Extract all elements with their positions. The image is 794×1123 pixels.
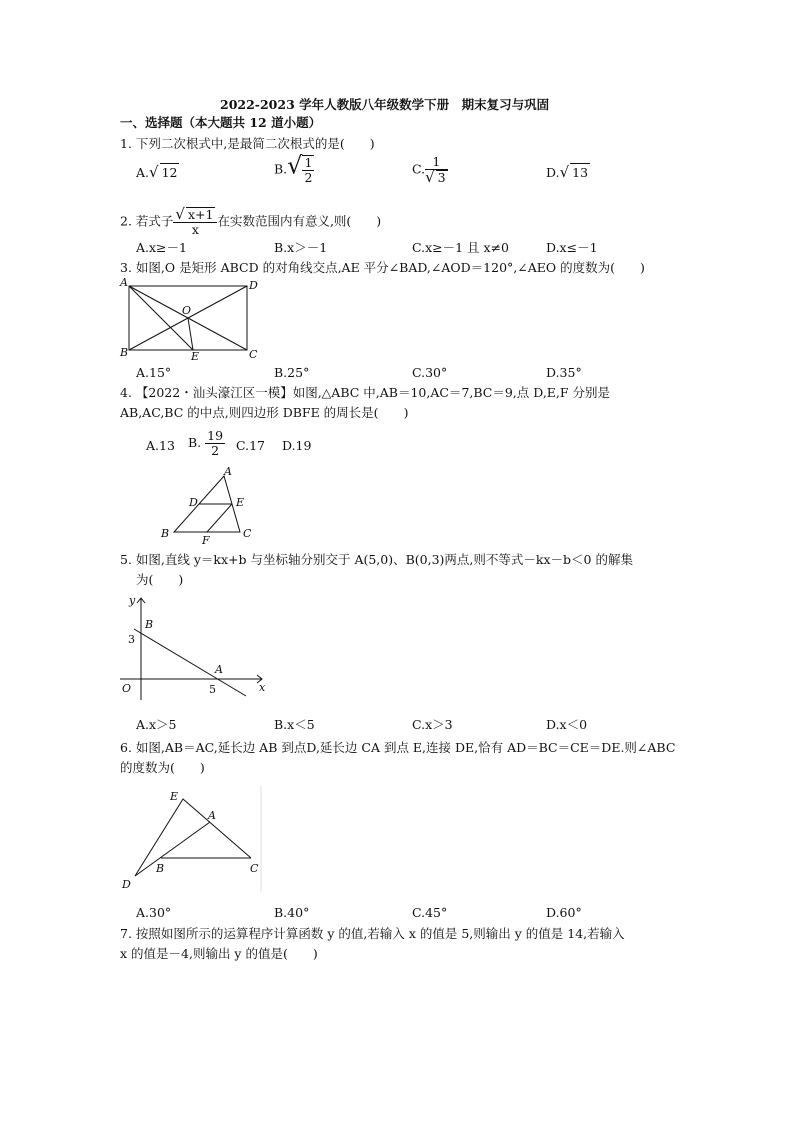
section-heading: 一、选择题（本大题共 12 道小题）: [120, 115, 322, 130]
q4-option-b: [188, 429, 225, 458]
q3-label-e: E: [191, 350, 200, 363]
q2-option-a: A.x≥－1: [136, 240, 187, 255]
segments-de-ec: [135, 799, 251, 876]
q6-option-c: C.45°: [412, 905, 448, 920]
q6-label-b: B: [156, 862, 165, 875]
q3-label-c: C: [249, 348, 258, 361]
q3-label-d: D: [249, 279, 258, 292]
q1-stem: 1. 下列二次根式中,是最简二次根式的是( ): [120, 136, 375, 151]
q5-option-b: B.x＜5: [274, 717, 315, 732]
q4-option-c: C.17: [236, 438, 265, 453]
q4-label-f: F: [202, 534, 210, 547]
q2-stem: [120, 207, 381, 237]
q5-label-x: x: [259, 681, 266, 694]
q2-option-c: C.x≥－1 且 x≠0: [412, 240, 509, 255]
q3-label-o: O: [182, 304, 192, 317]
q6-stem-line-1: 6. 如图,AB＝AC,延长边 AB 到点D,延长边 CA 到点 E,连接 DE,恰有 AD＝BC＝CE＝DE.则∠ABC: [120, 740, 676, 755]
q5-stem-line-2: 为( ): [136, 572, 184, 587]
sqrt-icon: √: [175, 205, 185, 223]
q2-stem-pre: 2. 若式子: [120, 213, 174, 229]
q5-option-c: C.x＞3: [412, 717, 453, 732]
q4-option-a: A.13: [146, 438, 175, 453]
q7-stem-line-2: x 的值是－4,则输出 y 的值是( ): [120, 946, 318, 961]
q1-option-c-label: C.: [412, 161, 426, 177]
q6-option-b: B.40°: [274, 905, 310, 920]
q2-frac-numerator: x+1: [187, 207, 214, 222]
q6-stem-line-2: 的度数为( ): [120, 760, 205, 775]
q4-label-b: B: [161, 527, 170, 540]
sqrt-icon: √: [425, 168, 435, 186]
q4-stem-line-2: AB,AC,BC 的中点,则四边形 DBFE 的周长是( ): [120, 405, 409, 420]
q3-label-a: A: [120, 276, 128, 289]
q4-stem-line-1: 4. 【2022・汕头濠江区一模】如图,△ABC 中,AB＝10,AC＝7,BC＝9,点 D,E,F 分别是: [120, 385, 611, 400]
q2-frac-denominator: x: [191, 222, 199, 237]
q3-option-a: A.15°: [136, 365, 172, 380]
q3-figure: [120, 276, 260, 363]
q3-option-c: C.30°: [412, 365, 448, 380]
q6-option-a: A.30°: [136, 905, 172, 920]
q3-option-b: B.25°: [274, 365, 310, 380]
q3-label-b: B: [120, 346, 129, 359]
q1-option-a: [136, 163, 179, 182]
q2-option-d: D.x≤－1: [546, 240, 598, 255]
sqrt-icon: √: [287, 151, 303, 180]
sqrt-icon: √: [149, 163, 159, 181]
q1-option-c-radicand: 3: [437, 170, 446, 185]
q1-option-b-numerator: 1: [304, 155, 313, 170]
q1-option-a-label: A.: [136, 165, 150, 180]
q4-label-a: A: [224, 465, 232, 478]
q5-figure: [120, 592, 280, 702]
q5-option-a: A.x＞5: [136, 717, 177, 732]
q2-option-b: B.x＞－1: [274, 240, 328, 255]
q3-stem: 3. 如图,O 是矩形 ABCD 的对角线交点,AE 平分∠BAD,∠AOD＝120°,∠AEO 的度数为( ): [120, 260, 645, 275]
q1-option-b-denominator: 2: [304, 170, 313, 185]
q5-label-b: B: [145, 618, 154, 631]
q1-option-a-radicand: 12: [161, 165, 178, 180]
sqrt-icon: √: [559, 163, 570, 181]
q4-label-c: C: [243, 527, 252, 540]
q6-label-c: C: [250, 862, 259, 875]
q1-option-d: [546, 163, 590, 182]
q4-option-b-denominator: 2: [211, 443, 220, 458]
q1-option-b-label: B.: [274, 161, 288, 177]
q5-label-five: 5: [209, 683, 216, 696]
q4-option-b-label: B.: [188, 435, 202, 450]
segment-ae: [129, 286, 193, 350]
q4-option-d: D.19: [282, 438, 312, 453]
line-ab: [134, 629, 246, 696]
q5-label-o: O: [122, 682, 132, 695]
q6-label-e: E: [170, 790, 179, 803]
q4-label-e: E: [236, 496, 245, 509]
segment-da: [135, 822, 210, 876]
q5-label-a: A: [215, 663, 223, 676]
q5-label-three: 3: [128, 633, 135, 646]
q5-option-d: D.x＜0: [546, 717, 588, 732]
q1-option-b: [274, 151, 314, 185]
q4-label-d: D: [189, 496, 198, 509]
q1-option-c-numerator: 1: [425, 155, 448, 170]
q1-option-c: [412, 155, 448, 185]
q4-option-b-numerator: 19: [207, 428, 224, 443]
q4-figure: [158, 465, 258, 547]
q6-option-d: D.60°: [546, 905, 582, 920]
q6-label-d: D: [122, 878, 131, 891]
q7-stem-line-1: 7. 按照如图所示的运算程序计算函数 y 的值,若输入 x 的值是 5,则输出 y 的值是 14,若输入: [120, 926, 625, 941]
q1-option-d-label: D.: [546, 165, 560, 180]
q2-stem-post: 在实数范围内有意义,则( ): [217, 213, 382, 229]
q6-figure: [120, 786, 265, 892]
q1-option-d-radicand: 13: [572, 165, 589, 180]
q5-stem-line-1: 5. 如图,直线 y＝kx+b 与坐标轴分别交于 A(5,0)、B(0,3)两点,则不等式－kx－b＜0 的解集: [120, 552, 633, 567]
q6-label-a: A: [208, 809, 216, 822]
q5-label-y: y: [129, 594, 136, 607]
q3-option-d: D.35°: [546, 365, 582, 380]
segment-ef: [207, 504, 232, 532]
page-title: 2022-2023 学年人教版八年级数学下册 期末复习与巩固: [220, 97, 550, 112]
